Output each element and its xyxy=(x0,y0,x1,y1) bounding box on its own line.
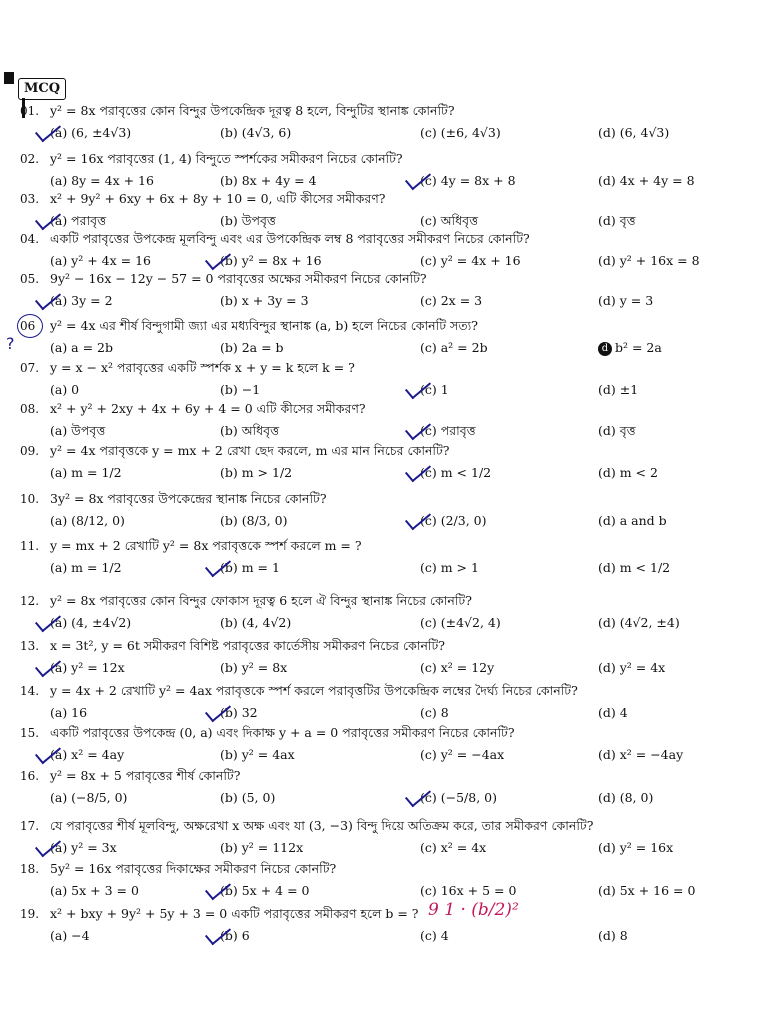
option-b[interactable] xyxy=(220,657,287,679)
option-label: (a) (8/12, 0) xyxy=(50,513,125,528)
question-line xyxy=(20,357,760,379)
question-item xyxy=(20,765,760,809)
option-label: (d) 5x + 16 = 0 xyxy=(598,883,696,898)
option-c[interactable] xyxy=(420,787,497,809)
option-label: (c) (−5/8, 0) xyxy=(420,790,497,805)
option-d[interactable] xyxy=(598,657,665,679)
question-item xyxy=(20,858,760,902)
option-label: (c) m > 1 xyxy=(420,560,479,575)
question-number: 09. xyxy=(20,444,40,458)
option-label: (d) 4 xyxy=(598,705,628,720)
question-text: y = mx + 2 রেখাটি y² = 8x পরাবৃত্তকে স্পর্শ করলে m = ? xyxy=(50,538,362,553)
option-label: (d) x² = −4ay xyxy=(598,747,684,762)
question-line xyxy=(20,228,760,250)
option-a[interactable] xyxy=(50,420,105,442)
option-d[interactable] xyxy=(598,612,680,634)
option-label: (b) 8x + 4y = 4 xyxy=(220,173,317,188)
question-item xyxy=(20,680,760,724)
question-item xyxy=(20,357,760,401)
question-text: 3y² = 8x পরাবৃত্তের উপকেন্দ্রের স্থানাঙ্ক নিচের কোনটি? xyxy=(50,491,327,506)
question-item xyxy=(20,815,760,859)
option-label: (b) −1 xyxy=(220,382,261,397)
question-number: 17. xyxy=(20,819,40,833)
option-label: (d) বৃত্ত xyxy=(598,213,636,228)
question-line xyxy=(20,635,760,657)
option-a[interactable] xyxy=(50,337,113,359)
question-text: 5y² = 16x পরাবৃত্তের দিকাক্ষের সমীকরণ নিচের কোনটি? xyxy=(50,861,337,876)
option-b[interactable] xyxy=(220,337,284,359)
option-label: (c) 4 xyxy=(420,928,449,943)
option-a[interactable] xyxy=(50,612,131,634)
question-number: 11. xyxy=(20,539,40,553)
question-number: 10. xyxy=(20,492,40,506)
option-label: (b) (8/3, 0) xyxy=(220,513,288,528)
options-row xyxy=(20,657,760,679)
option-label: (a) a = 2b xyxy=(50,340,114,355)
page-edge-mark xyxy=(4,72,14,84)
question-number: 02. xyxy=(20,152,40,166)
option-label: (b) x + 3y = 3 xyxy=(220,293,309,308)
question-item xyxy=(20,268,760,312)
question-number: 07. xyxy=(20,361,40,375)
option-label: (b) (4√3, 6) xyxy=(220,125,292,140)
option-label: (a) (−8/5, 0) xyxy=(50,790,128,805)
option-label: (d) (6, 4√3) xyxy=(598,125,670,140)
options-row xyxy=(20,880,760,902)
question-text: যে পরাবৃত্তের শীর্ষ মূলবিন্দু, অক্ষরেখা x অক্ষ এবং যা (3, −3) বিন্দু দিয়ে অতিক্রম করে, তার সমীকরণ কোনটি? xyxy=(50,818,594,833)
question-number: 15. xyxy=(20,726,40,740)
handwritten-note: 9 1 · (b/2)² xyxy=(428,900,519,920)
option-c[interactable] xyxy=(420,510,487,532)
question-line xyxy=(20,148,760,170)
option-d[interactable] xyxy=(598,702,628,724)
circled-question-mark xyxy=(17,314,43,338)
question-text: x² + 9y² + 6xy + 6x + 8y + 10 = 0, এটি কীসের সমীকরণ? xyxy=(50,191,386,206)
option-label: (d) y² = 16x xyxy=(598,840,674,855)
option-label: (b) 32 xyxy=(220,705,258,720)
question-text: y² = 8x + 5 পরাবৃত্তের শীর্ষ কোনটি? xyxy=(50,768,241,783)
question-text: y² = 16x পরাবৃত্তের (1, 4) বিন্দুতে স্পর্শকের সমীকরণ নিচের কোনটি? xyxy=(50,151,403,166)
option-a[interactable] xyxy=(50,657,125,679)
question-item xyxy=(20,398,760,442)
question-item xyxy=(20,635,760,679)
option-b[interactable] xyxy=(220,122,291,144)
option-label: (d) m < 2 xyxy=(598,465,658,480)
question-line xyxy=(20,100,760,122)
option-a[interactable] xyxy=(50,557,122,579)
options-row xyxy=(20,462,760,484)
option-b[interactable] xyxy=(220,557,280,579)
option-label: (d) 4x + 4y = 8 xyxy=(598,173,695,188)
options-row xyxy=(20,337,760,359)
option-label: (a) −4 xyxy=(50,928,90,943)
options-row xyxy=(20,420,760,442)
option-label: (c) m < 1/2 xyxy=(420,465,492,480)
option-label: (b) (4, 4√2) xyxy=(220,615,292,630)
option-d[interactable] xyxy=(598,787,653,809)
option-d[interactable] xyxy=(598,837,673,859)
question-item xyxy=(20,590,760,634)
question-number: 01. xyxy=(20,104,40,118)
option-label: (a) পরাবৃত্ত xyxy=(50,213,107,228)
option-label: (a) 8y = 4x + 16 xyxy=(50,173,154,188)
option-d[interactable] xyxy=(598,462,658,484)
question-number: 14. xyxy=(20,684,40,698)
option-label: (b) m = 1 xyxy=(220,560,280,575)
option-label: (d) বৃত্ত xyxy=(598,423,636,438)
option-b[interactable] xyxy=(220,787,275,809)
option-label: (a) m = 1/2 xyxy=(50,465,122,480)
question-number: 13. xyxy=(20,639,40,653)
options-row xyxy=(20,787,760,809)
option-label: (c) (±6, 4√3) xyxy=(420,125,501,140)
option-label: (b) উপবৃত্ত xyxy=(220,213,276,228)
question-item xyxy=(6,315,760,359)
question-text: 9y² − 16x − 12y − 57 = 0 পরাবৃত্তের অক্ষের সমীকরণ নিচের কোনটি? xyxy=(50,271,427,286)
option-label: (d) 8 xyxy=(598,928,628,943)
question-text: একটি পরাবৃত্তের উপকেন্দ্র মূলবিন্দু এবং এর উপকেন্দ্রিক লম্ব 8 পরাবৃত্তের সমীকরণ নিচের কোনটি? xyxy=(50,231,530,246)
option-c[interactable] xyxy=(420,337,488,359)
option-label: (c) 16x + 5 = 0 xyxy=(420,883,517,898)
option-d[interactable] xyxy=(598,122,669,144)
option-c[interactable] xyxy=(420,290,482,312)
options-row xyxy=(20,744,760,766)
option-label: (d) (8, 0) xyxy=(598,790,654,805)
option-label: (c) y² = −4ax xyxy=(420,747,505,762)
option-label: b² = 2a xyxy=(615,340,662,355)
question-item xyxy=(20,488,760,532)
option-d[interactable] xyxy=(598,880,695,902)
option-label: (c) (2/3, 0) xyxy=(420,513,487,528)
question-text: x² + y² + 2xy + 4x + 6y + 4 = 0 এটি কীসের সমীকরণ? xyxy=(50,401,366,416)
options-row xyxy=(20,925,760,947)
option-c[interactable] xyxy=(420,702,449,724)
option-label: (a) উপবৃত্ত xyxy=(50,423,106,438)
option-label: (c) y² = 4x + 16 xyxy=(420,253,521,268)
option-c[interactable] xyxy=(420,122,501,144)
option-a[interactable] xyxy=(50,787,127,809)
option-label: (d) a and b xyxy=(598,513,667,528)
option-c[interactable] xyxy=(420,612,501,634)
question-line xyxy=(20,268,760,290)
options-row xyxy=(20,122,760,144)
option-label: (d) ±1 xyxy=(598,382,639,397)
option-a[interactable] xyxy=(50,462,122,484)
option-c[interactable] xyxy=(420,837,486,859)
option-label: (c) x² = 4x xyxy=(420,840,487,855)
question-item xyxy=(20,228,760,272)
option-b[interactable] xyxy=(220,880,309,902)
question-item xyxy=(20,100,760,144)
option-label: (c) অধিবৃত্ত xyxy=(420,213,479,228)
option-c[interactable] xyxy=(420,557,479,579)
option-c[interactable] xyxy=(420,925,449,947)
option-label: (c) 4y = 8x + 8 xyxy=(420,173,516,188)
option-label: (c) 2x = 3 xyxy=(420,293,483,308)
question-number: 05. xyxy=(20,272,40,286)
option-label: (b) 5x + 4 = 0 xyxy=(220,883,310,898)
option-label: (d) m < 1/2 xyxy=(598,560,671,575)
question-line xyxy=(20,488,760,510)
option-label: (b) y² = 8x + 16 xyxy=(220,253,322,268)
question-line xyxy=(20,188,760,210)
option-b[interactable] xyxy=(220,510,288,532)
question-line xyxy=(20,535,760,557)
question-number: 19. xyxy=(20,907,40,921)
question-text: y² = 8x পরাবৃত্তের কোন বিন্দুর ফোকাস দূরত্ব 6 হলে ঐ বিন্দুর স্থানাঙ্ক নিচের কোনটি? xyxy=(50,593,472,608)
option-label: (a) 5x + 3 = 0 xyxy=(50,883,139,898)
option-d[interactable] xyxy=(598,510,667,532)
option-label: (a) 3y = 2 xyxy=(50,293,113,308)
options-row xyxy=(20,557,760,579)
option-c[interactable] xyxy=(420,657,494,679)
option-a[interactable] xyxy=(50,702,87,724)
question-text: y² = 4x এর শীর্ষ বিন্দুগামী জ্যা এর মধ্যবিন্দুর স্থানাঙ্ক (a, b) হলে নিচের কোনটি সত্য? xyxy=(50,318,478,333)
question-number: 06 xyxy=(20,319,36,333)
question-mark-icon: ? xyxy=(6,334,15,353)
option-label: (b) y² = 8x xyxy=(220,660,288,675)
option-label: (a) 0 xyxy=(50,382,80,397)
option-label: (d) y² + 16x = 8 xyxy=(598,253,700,268)
option-label: (b) y² = 112x xyxy=(220,840,304,855)
question-line xyxy=(20,765,760,787)
question-item xyxy=(20,188,760,232)
option-label: (c) a² = 2b xyxy=(420,340,488,355)
filled-answer-bubble-icon: d xyxy=(598,342,612,356)
option-d[interactable] xyxy=(598,557,670,579)
option-label: (d) (4√2, ±4) xyxy=(598,615,680,630)
options-row xyxy=(20,612,760,634)
options-row xyxy=(20,837,760,859)
option-d[interactable] xyxy=(598,925,628,947)
option-label: (b) অধিবৃত্ত xyxy=(220,423,280,438)
option-a[interactable] xyxy=(50,510,125,532)
option-label: (a) x² = 4ay xyxy=(50,747,125,762)
option-b[interactable] xyxy=(220,702,258,724)
option-label: (a) y² = 12x xyxy=(50,660,125,675)
option-d[interactable] xyxy=(598,290,653,312)
option-c[interactable] xyxy=(420,462,491,484)
option-a[interactable] xyxy=(50,744,124,766)
option-c[interactable] xyxy=(420,880,516,902)
question-line xyxy=(20,722,760,744)
question-text: y = x − x² পরাবৃত্তের একটি স্পর্শক x + y = k হলে k = ? xyxy=(50,360,355,375)
option-label: (b) y² = 4ax xyxy=(220,747,295,762)
option-label: (a) m = 1/2 xyxy=(50,560,122,575)
option-d[interactable] xyxy=(598,337,662,359)
option-a[interactable] xyxy=(50,290,113,312)
question-item xyxy=(20,440,760,484)
option-label: (c) 1 xyxy=(420,382,449,397)
options-row xyxy=(20,510,760,532)
question-item xyxy=(20,903,760,947)
question-line xyxy=(20,903,760,925)
option-a[interactable] xyxy=(50,837,117,859)
option-b[interactable] xyxy=(220,925,250,947)
question-text: একটি পরাবৃত্তের উপকেন্দ্র (0, a) এবং দিকাক্ষ y + a = 0 পরাবৃত্তের সমীকরণ নিচের কোনটি? xyxy=(50,725,515,740)
option-label: (a) y² = 3x xyxy=(50,840,117,855)
question-text: y² = 4x পরাবৃত্তকে y = mx + 2 রেখা ছেদ করলে, m এর মান নিচের কোনটি? xyxy=(50,443,450,458)
option-label: (a) (4, ±4√2) xyxy=(50,615,132,630)
question-line xyxy=(20,858,760,880)
question-line xyxy=(20,398,760,420)
option-label: (b) 6 xyxy=(220,928,250,943)
option-label: (b) 2a = b xyxy=(220,340,284,355)
option-d[interactable] xyxy=(598,744,683,766)
option-label: (b) (5, 0) xyxy=(220,790,276,805)
option-label: (a) 16 xyxy=(50,705,88,720)
question-number: 18. xyxy=(20,862,40,876)
option-label: (c) (±4√2, 4) xyxy=(420,615,501,630)
option-label: (a) (6, ±4√3) xyxy=(50,125,132,140)
section-label: MCQ xyxy=(18,78,66,100)
question-text: x² + bxy + 9y² + 5y + 3 = 0 একটি পরাবৃত্তের সমীকরণ হলে b = ? xyxy=(50,906,419,921)
option-a[interactable] xyxy=(50,925,90,947)
option-a[interactable] xyxy=(50,880,139,902)
option-label: (c) পরাবৃত্ত xyxy=(420,423,476,438)
question-number: 12. xyxy=(20,594,40,608)
question-text: y² = 8x পরাবৃত্তের কোন বিন্দুর উপকেন্দ্রিক দূরত্ব 8 হলে, বিন্দুটির স্থানাঙ্ক কোনটি? xyxy=(50,103,455,118)
option-label: (b) m > 1/2 xyxy=(220,465,293,480)
option-label: (d) y = 3 xyxy=(598,293,654,308)
option-label: (d) y² = 4x xyxy=(598,660,666,675)
options-row xyxy=(20,290,760,312)
option-d[interactable] xyxy=(598,420,636,442)
question-item xyxy=(20,148,760,192)
option-label: (c) 8 xyxy=(420,705,449,720)
question-line xyxy=(20,815,760,837)
question-item xyxy=(20,535,760,579)
option-b[interactable] xyxy=(220,612,291,634)
options-row xyxy=(20,702,760,724)
question-item xyxy=(20,722,760,766)
question-line xyxy=(20,680,760,702)
option-b[interactable] xyxy=(220,744,295,766)
option-c[interactable] xyxy=(420,744,504,766)
question-number: 08. xyxy=(20,402,40,416)
question-number: 16. xyxy=(20,769,40,783)
option-b[interactable] xyxy=(220,837,303,859)
option-label: (a) y² + 4x = 16 xyxy=(50,253,152,268)
question-number: 03. xyxy=(20,192,40,206)
question-line xyxy=(20,440,760,462)
option-label: (c) x² = 12y xyxy=(420,660,495,675)
question-number: 04. xyxy=(20,232,40,246)
option-c[interactable] xyxy=(420,420,476,442)
option-b[interactable] xyxy=(220,420,279,442)
question-text: y = 4x + 2 রেখাটি y² = 4ax পরাবৃত্তকে স্পর্শ করলে পরাবৃত্তটির উপকেন্দ্রিক লম্বের দৈর্ঘ্য নিচের কোনটি? xyxy=(50,683,578,698)
question-line xyxy=(20,590,760,612)
option-b[interactable] xyxy=(220,462,292,484)
option-b[interactable] xyxy=(220,290,309,312)
question-text: x = 3t², y = 6t সমীকরণ বিশিষ্ট পরাবৃত্তের কার্তেসীয় সমীকরণ নিচের কোনটি? xyxy=(50,638,446,653)
option-a[interactable] xyxy=(50,122,131,144)
